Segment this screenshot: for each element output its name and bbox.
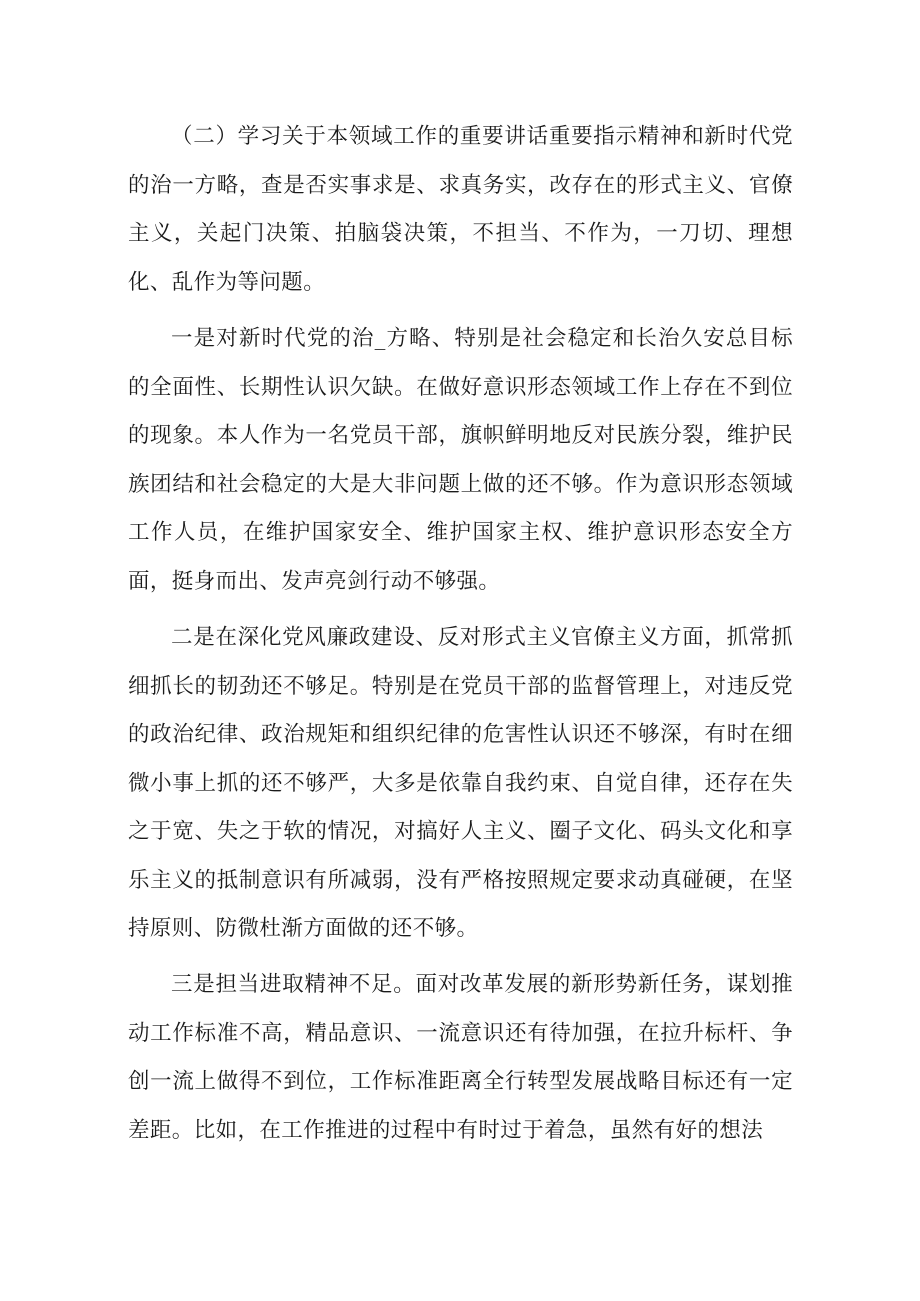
paragraph-point-three: 三是担当进取精神不足。面对改革发展的新形势新任务，谋划推动工作标准不高，精品意识、一流意识还有待加强，在拉升标杆、争创一流上做得不到位，工作标准距离全行转型发展战略目标还有一定差距。比如，在工作推进的过程中有时过于着急，虽然有好的想法 (128, 972, 793, 1143)
paragraph-point-two: 二是在深化党风廉政建设、反对形式主义官僚主义方面，抓常抓细抓长的韧劲还不够足。特别是在党员干部的监督管理上，对违反党的政治纪律、政治规矩和组织纪律的危害性认识还不够深，有时在细微小事上抓的还不够严，大多是依靠自我约束、自觉自律，还存在失之于宽、失之于软的情况，对搞好人主义、圈子文化、码头文化和享乐主义的抵制意识有所减弱，没有严格按照规定要求动真碰硬，在坚持原则、防微杜渐方面做的还不够。 (128, 625, 793, 941)
paragraph-point-one: 一是对新时代党的治_方略、特别是社会稳定和长治久安总目标的全面性、长期性认识欠缺。在做好意识形态领域工作上存在不到位的现象。本人作为一名党员干部，旗帜鲜明地反对民族分裂，维护民族团结和社会稳定的大是大非问题上做的还不够。作为意识形态领域工作人员，在维护国家安全、维护国家主权、维护意识形态安全方面，挺身而出、发声亮剑行动不够强。 (128, 326, 793, 594)
paragraph-section-two-heading: （二）学习关于本领域工作的重要讲话重要指示精神和新时代党的治一方略，查是否实事求是、求真务实，改存在的形式主义、官僚主义，关起门决策、拍脑袋决策，不担当、不作为，一刀切、理想化、乱作为等问题。 (128, 124, 793, 295)
